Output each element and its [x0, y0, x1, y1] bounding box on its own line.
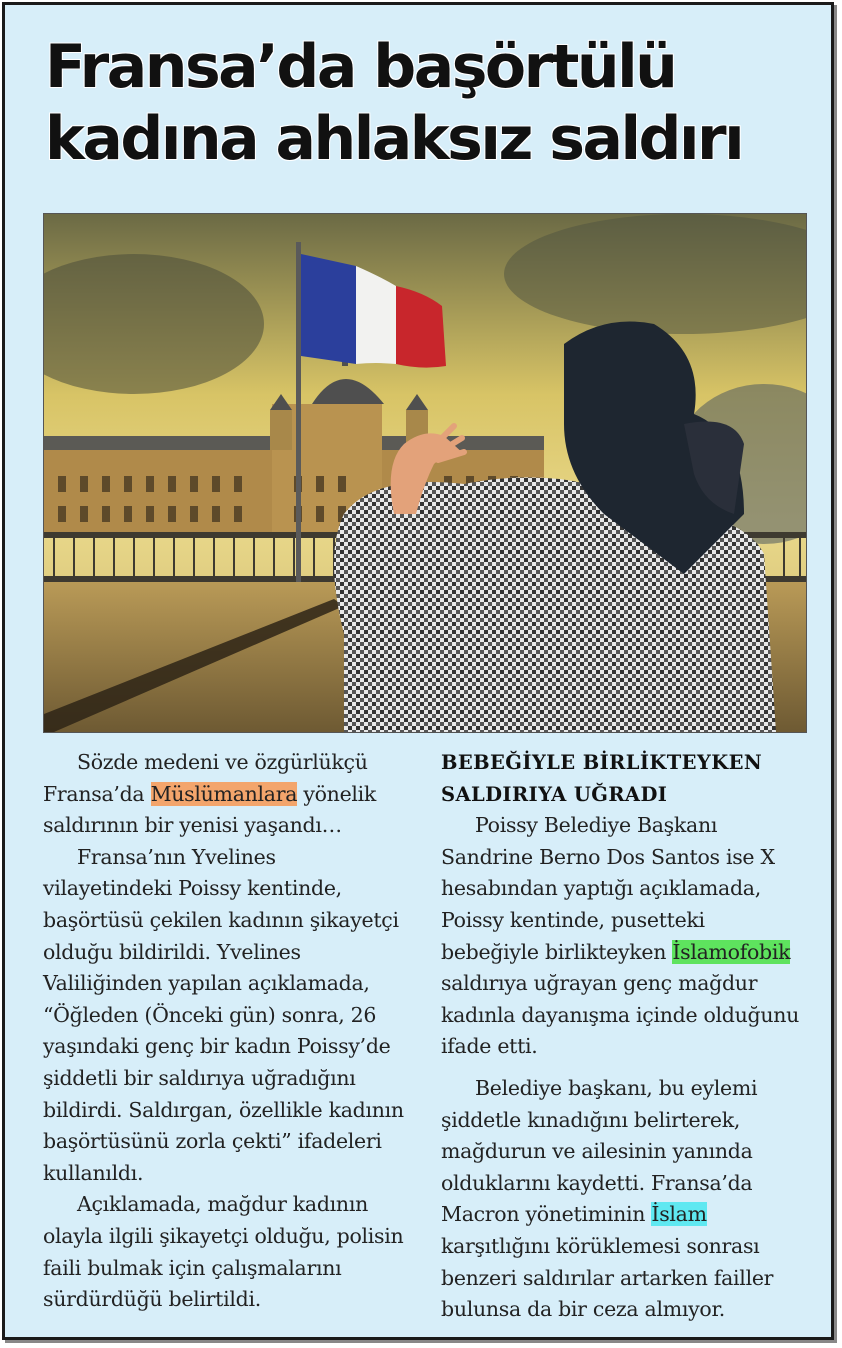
left-column [43, 747, 407, 1316]
paragraph: Açıklamada, mağdur kadının olayla ilgili şikayetçi olduğu, polisin faili bulmak için çalışmalarını sürdürdüğü belirtildi. [43, 1192, 404, 1312]
headline [45, 31, 815, 175]
paragraph: Fransa’nın Yvelines vilayetindeki Poissy kentinde, başörtüsü çekilen kadının şikayetçi olduğu bildirildi. Yvelines Valiliğinden yapılan açıklamada, “Öğleden (Önceki gün) sonra, 26 yaşındaki genç bir kadın Poissy’de şiddetli bir saldırıya uğradığını bildirdi. Saldırgan, özellikle kadının başörtüsünü zorla çekti” ifadeleri kullanıldı. [43, 844, 404, 1185]
right-column [441, 747, 805, 1326]
headline-line-2: kadına ahlaksız saldırı [45, 104, 743, 174]
text: Sözde medeni ve özgürlükçü Fransa’da [43, 750, 368, 806]
highlight-orange: Müslümanlara [150, 781, 298, 806]
text: yönelik saldırının bir yenisi yaşandı… [43, 781, 377, 838]
subheading: BEBEĞİYLE BİRLİKTEYKEN SALDIRIYA UĞRADI [441, 751, 763, 806]
paragraph [441, 1073, 805, 1326]
news-photo [43, 213, 807, 733]
text: saldırıya uğrayan genç mağdur kadınla dayanışma içinde olduğunu ifade etti. [441, 971, 800, 1059]
headline-line-1: Fransa’da başörtülü [45, 32, 676, 102]
paragraph [43, 747, 407, 842]
highlight-green: İslamofobik [672, 939, 791, 964]
text: Poissy Belediye Başkanı Sandrine Berno Dos Santos ise X hesabından yaptığı açıklamada, Poissy kentinde, pusetteki bebeğiyle birlikteyken [441, 813, 775, 964]
newspaper-clipping [2, 2, 834, 1340]
text: Belediye başkanı, bu eylemi şiddetle kınadığını belirterek, mağdurun ve ailesinin yanında olduklarını kaydetti. Fransa’da Macron yönetiminin [441, 1075, 758, 1227]
highlight-cyan: İslam [651, 1202, 707, 1227]
paragraph [441, 810, 805, 1063]
text: karşıtlığını körüklemesi sonrası benzeri saldırılar artarken failler bulunsa da bir ceza almıyor. [441, 1233, 774, 1322]
